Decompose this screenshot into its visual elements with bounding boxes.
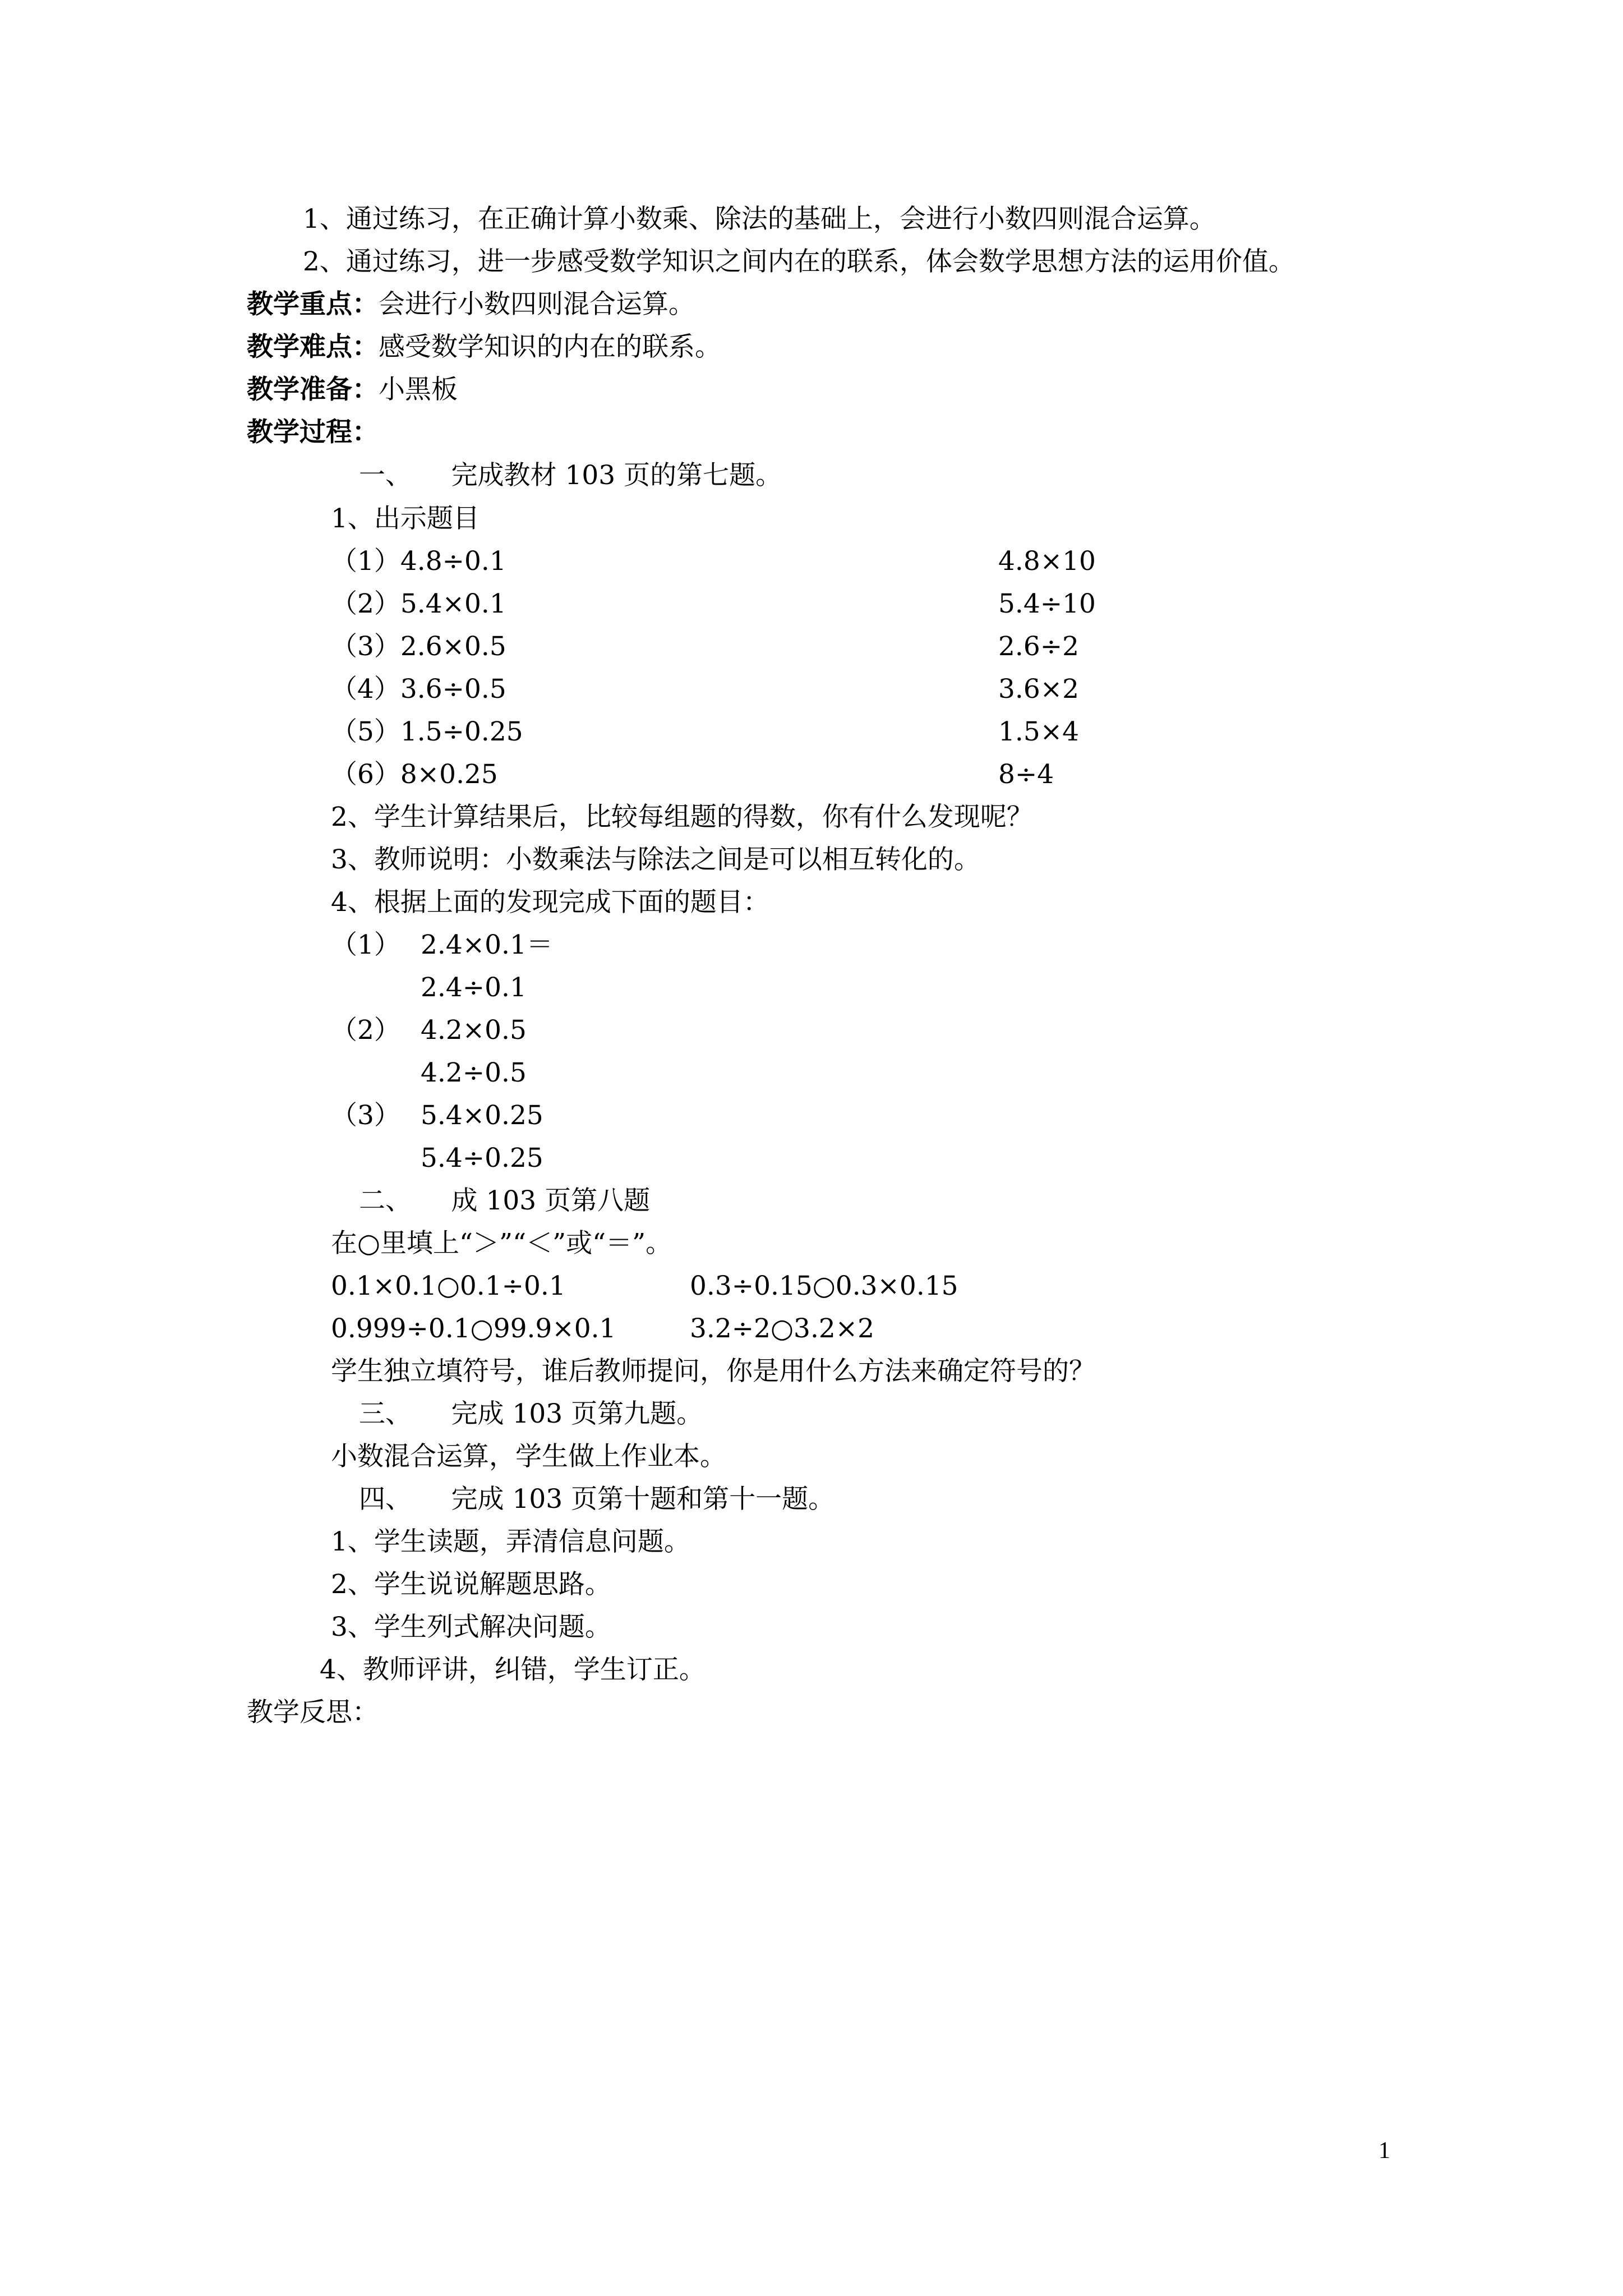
section4-step: 3、学生列式解决问题。 <box>331 1612 611 1642</box>
reflection-label: 教学反思： <box>247 1697 379 1728</box>
exercise-a: 4.2×0.5 <box>421 1015 527 1046</box>
page-number: 1 <box>1378 2138 1390 2164</box>
difficulty-label: 教学难点： <box>247 332 379 362</box>
problem-right: 2.6÷2 <box>998 631 1080 662</box>
problem-row <box>331 759 1054 790</box>
section3-note: 小数混合运算，学生做上作业本。 <box>331 1441 726 1472</box>
problem-left: （5）1.5÷0.25 <box>331 716 523 747</box>
compare-left: 0.999÷0.1○99.9×0.1 <box>331 1313 616 1344</box>
difficulty-text: 感受数学知识的内在的联系。 <box>379 332 721 362</box>
problem-right: 1.5×4 <box>998 716 1080 747</box>
key-point-line <box>247 289 695 320</box>
section4-step: 4、教师评讲，纠错，学生订正。 <box>320 1654 706 1685</box>
section4-heading: 四、 完成 103 页第十题和第十一题。 <box>359 1484 835 1515</box>
preparation-line <box>247 374 458 406</box>
problem-left: （2）5.4×0.1 <box>331 588 506 619</box>
section2-heading: 二、 成 103 页第八题 <box>359 1185 651 1216</box>
section3-heading: 三、 完成 103 页第九题。 <box>359 1398 703 1429</box>
problem-row <box>331 716 1080 748</box>
exercise-number: （1） <box>331 930 400 960</box>
exercise-b: 2.4÷0.1 <box>421 972 527 1003</box>
preparation-text: 小黑板 <box>379 374 458 405</box>
exercise-a: 2.4×0.1＝ <box>421 930 553 960</box>
process-label: 教学过程： <box>247 417 379 448</box>
section4-step: 1、学生读题，弄清信息问题。 <box>331 1526 690 1557</box>
problem-row <box>331 588 1096 620</box>
problem-right: 4.8×10 <box>998 546 1096 577</box>
problem-row <box>331 631 1080 662</box>
exercise-a: 5.4×0.25 <box>421 1100 543 1131</box>
exercise-row <box>331 930 553 961</box>
section1-step2: 2、学生计算结果后，比较每组题的得数，你有什么发现呢？ <box>331 802 1033 832</box>
key-point-text: 会进行小数四则混合运算。 <box>379 289 695 320</box>
compare-row <box>331 1313 875 1345</box>
exercise-row <box>331 1100 543 1131</box>
problem-right: 3.6×2 <box>998 674 1080 705</box>
exercise-row <box>331 1015 527 1046</box>
section2-note: 学生独立填符号，谁后教师提问，你是用什么方法来确定符号的？ <box>331 1356 1095 1387</box>
compare-right: 3.2÷2○3.2×2 <box>690 1313 875 1344</box>
exercise-b: 5.4÷0.25 <box>421 1143 543 1174</box>
exercise-b: 4.2÷0.5 <box>421 1057 527 1088</box>
section1-heading: 一、 完成教材 103 页的第七题。 <box>359 460 782 491</box>
problem-row <box>331 546 1096 577</box>
section1-step4: 4、根据上面的发现完成下面的题目： <box>331 887 769 918</box>
objective-1: 1、通过练习，在正确计算小数乘、除法的基础上，会进行小数四则混合运算。 <box>303 204 1216 234</box>
problem-right: 5.4÷10 <box>998 588 1096 619</box>
difficulty-line <box>247 332 721 363</box>
problem-row <box>331 674 1080 705</box>
compare-left: 0.1×0.1○0.1÷0.1 <box>331 1271 566 1301</box>
problem-right: 8÷4 <box>998 759 1054 790</box>
problem-left: （3）2.6×0.5 <box>331 631 506 662</box>
preparation-label: 教学准备： <box>247 374 379 405</box>
problem-left: （4）3.6÷0.5 <box>331 674 506 705</box>
objective-2: 2、通过练习，进一步感受数学知识之间内在的联系，体会数学思想方法的运用价值。 <box>303 246 1295 277</box>
section4-step: 2、学生说说解题思路。 <box>331 1569 611 1600</box>
key-point-label: 教学重点： <box>247 289 379 320</box>
section2-instruction: 在○里填上“＞”“＜”或“＝”。 <box>331 1228 672 1259</box>
problem-left: （6）8×0.25 <box>331 759 498 790</box>
exercise-number: （2） <box>331 1015 400 1046</box>
section1-step1: 1、出示题目 <box>331 503 479 534</box>
problem-left: （1）4.8÷0.1 <box>331 546 506 577</box>
compare-row <box>331 1271 958 1302</box>
compare-right: 0.3÷0.15○0.3×0.15 <box>690 1271 958 1301</box>
section1-step3: 3、教师说明：小数乘法与除法之间是可以相互转化的。 <box>331 844 980 875</box>
exercise-number: （3） <box>331 1100 400 1131</box>
